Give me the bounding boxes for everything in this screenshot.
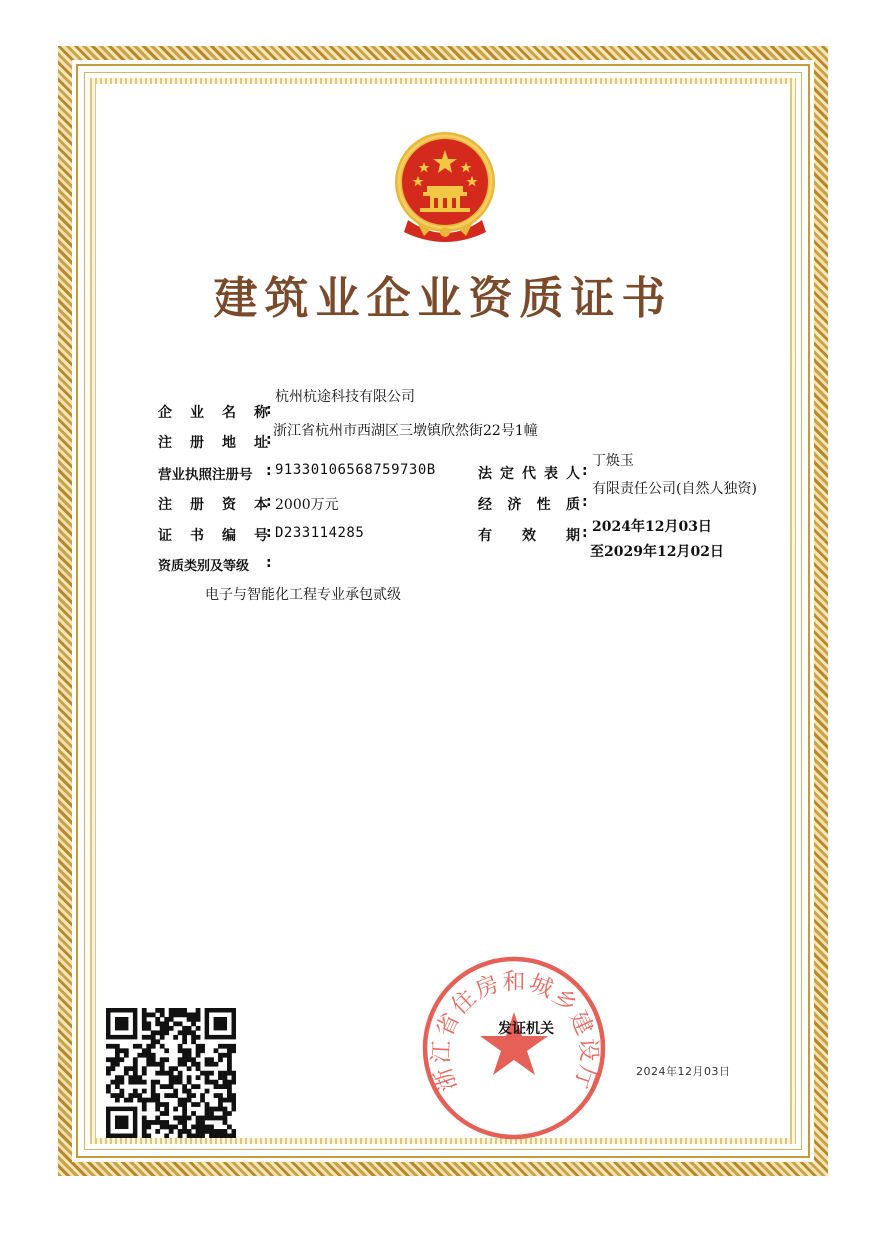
- address-value: 浙江省杭州市西湖区三墩镇欣然街22号1幢: [273, 423, 538, 439]
- legal-rep-label: 法定代表人: [478, 466, 580, 482]
- national-emblem-icon: [390, 128, 500, 246]
- capital-label: 注册资本: [158, 497, 268, 513]
- official-seal-icon: [418, 952, 610, 1144]
- seal-ring-text: 浙江省住房和城乡建设厅: [428, 968, 602, 1095]
- cert-no-value: D233114285: [275, 525, 365, 541]
- economic-nature-label: 经济性质: [478, 497, 580, 513]
- issuing-authority-caption: 发证机关: [498, 1021, 554, 1037]
- colon: :: [266, 555, 272, 571]
- colon: :: [582, 525, 588, 541]
- company-name-value: 杭州杭途科技有限公司: [275, 389, 415, 405]
- validity-label: 有效期: [478, 528, 580, 544]
- qr-code-icon: [106, 1008, 236, 1138]
- colon: :: [266, 463, 272, 479]
- address-label: 注册地址: [158, 435, 268, 451]
- cert-no-label: 证书编号: [158, 528, 268, 544]
- license-no-label: 营业执照注册号: [158, 467, 253, 483]
- validity-from-value: 2024年12月03日: [592, 519, 712, 535]
- colon: :: [582, 463, 588, 479]
- colon: :: [266, 402, 272, 418]
- issue-date: 2024年12月03日: [636, 1065, 731, 1078]
- economic-nature-value: 有限责任公司(自然人独资): [592, 481, 757, 497]
- qualification-item: 电子与智能化工程专业承包贰级: [205, 587, 401, 603]
- qualification-label: 资质类别及等级: [158, 559, 250, 574]
- certificate-title: 建筑业企业资质证书: [213, 273, 673, 324]
- license-no-value: 91330106568759730B: [275, 462, 436, 478]
- colon: :: [582, 494, 588, 510]
- company-name-label: 企业名称: [158, 405, 268, 421]
- colon: :: [266, 432, 272, 448]
- legal-rep-value: 丁焕玉: [592, 453, 634, 469]
- validity-to-value: 至2029年12月02日: [590, 544, 724, 560]
- colon: :: [266, 494, 272, 510]
- capital-value: 2000万元: [275, 497, 339, 513]
- colon: :: [266, 525, 272, 541]
